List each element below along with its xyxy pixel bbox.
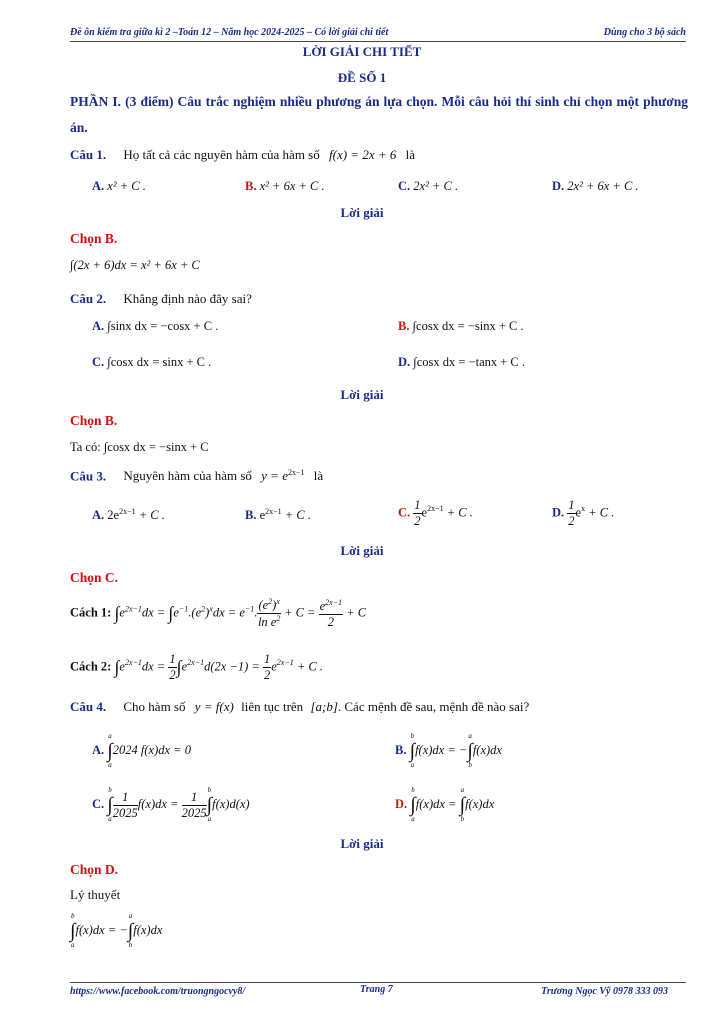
- q3-option-d[interactable]: D. $\frac{1}{2}$ $e^x + C$ .: [552, 498, 615, 528]
- q3-solution-heading: Lời giải: [340, 543, 384, 558]
- header-right: Dùng cho 3 bộ sách: [603, 27, 686, 38]
- q4-solution-heading: Lời giải: [340, 836, 384, 851]
- part-1-heading: PHẦN I. (3 điểm) Câu trắc nghiệm nhiều phương án lựa chọn. Mỗi câu hỏi thí sinh chỉ chọn một phương án.: [70, 94, 688, 135]
- question-2-text: Khẳng định nào đây sai?: [123, 291, 252, 306]
- q2-option-a[interactable]: A. ∫sinx dx = −cosx + C .: [92, 319, 219, 333]
- footer-link[interactable]: https://www.facebook.com/truongngocvy8/: [70, 986, 246, 997]
- question-4: Câu 4. Cho hàm số y = f(x) liên tục trên [a;b]. Các mệnh đề sau, mệnh đề nào sai?: [70, 699, 530, 714]
- question-3: Câu 3. Nguyên hàm của hàm số $y = e^{2x-1}$ là: [70, 468, 324, 484]
- question-1-tail: là: [405, 147, 415, 162]
- question-3-label: Câu 3.: [70, 468, 107, 484]
- question-1-text: Họ tất cả các nguyên hàm của hàm số: [123, 147, 320, 162]
- q4-option-c[interactable]: C. b ∫ a $\frac{1}{2025}$ f(x)dx = $\frac{1}{2025}$ b ∫ af(x)d(x): [92, 786, 250, 823]
- q3-method-1: Cách 1: $\int e^{2x-1}dx = \int e^{-1}.(e^2)^xdx = e^{-1}$. $\frac{(e^2)^x}{\ln e^2}$ + C = $\frac{e^{2x-1}}{2}$ + C: [70, 597, 367, 630]
- q4-option-a[interactable]: A. a ∫ a2024 f(x)dx = 0: [92, 732, 191, 769]
- q3-option-b[interactable]: B. $e^{2x-1} + C$ .: [245, 507, 311, 523]
- q1-option-a[interactable]: A. x² + C .: [92, 179, 146, 193]
- q1-solution-heading: Lời giải: [340, 205, 384, 220]
- q4-theory-label: Lý thuyết: [70, 887, 121, 902]
- q1-option-d[interactable]: D. 2x² + 6x + C .: [552, 179, 639, 193]
- q1-option-c[interactable]: C. 2x² + C .: [398, 179, 459, 193]
- question-4-label: Câu 4.: [70, 699, 107, 714]
- question-1: [70, 147, 415, 163]
- q2-solution-heading: Lời giải: [340, 387, 384, 402]
- footer-divider: [70, 982, 686, 983]
- header-left: Đề ôn kiểm tra giữa kì 2 –Toán 12 – Năm học 2024-2025 – Có lời giải chi tiết: [70, 27, 389, 38]
- question-1-label: Câu 1.: [70, 147, 107, 162]
- question-1-func: f(x) = 2x + 6: [329, 147, 397, 162]
- q3-answer: Chọn C.: [70, 570, 119, 585]
- q4-option-b[interactable]: B. b ∫ af(x)dx = −a ∫ bf(x)dx: [395, 732, 502, 769]
- q2-answer: Chọn B.: [70, 413, 118, 428]
- main-title: LỜI GIẢI CHI TIẾT: [302, 44, 422, 59]
- q4-solution: b ∫ af(x)dx = −a ∫ bf(x)dx: [70, 912, 163, 949]
- q2-option-d[interactable]: D. ∫cosx dx = −tanx + C .: [398, 355, 525, 369]
- q4-option-d[interactable]: D. b ∫ af(x)dx = a ∫ bf(x)dx: [395, 786, 495, 823]
- q1-option-b[interactable]: B. x² + 6x + C .: [245, 179, 325, 193]
- footer-author: Trương Ngọc Vỹ 0978 333 093: [541, 986, 668, 997]
- sub-title: ĐỀ SỐ 1: [337, 70, 387, 85]
- q4-answer: Chọn D.: [70, 862, 119, 877]
- question-3-func: y = e: [261, 468, 288, 484]
- header-divider: [70, 41, 686, 42]
- q1-solution: ∫(2x + 6)dx = x² + 6x + C: [70, 258, 200, 272]
- question-2-label: Câu 2.: [70, 291, 107, 306]
- page-number: Trang 7: [360, 984, 393, 995]
- q3-method-2: Cách 2: $\int e^{2x-1}dx$ = $\frac{1}{2}$ $\int e^{2x-1}d(2x -1)$ = $\frac{1}{2}$ $e^{2x-1} + C$ .: [70, 652, 324, 682]
- q3-option-a[interactable]: A. $2e^{2x-1} + C$ .: [92, 507, 165, 523]
- q2-option-c[interactable]: C. ∫cosx dx = sinx + C .: [92, 355, 212, 369]
- question-3-text: Nguyên hàm của hàm số: [123, 468, 252, 484]
- q1-answer: Chọn B.: [70, 231, 118, 246]
- q2-option-b[interactable]: B. ∫cosx dx = −sinx + C .: [398, 319, 524, 333]
- q3-option-c[interactable]: C. $\frac{1}{2}$ $e^{2x-1} + C$ .: [398, 498, 473, 528]
- question-2: [70, 291, 252, 307]
- q2-solution: Ta có: ∫cosx dx = −sinx + C: [70, 440, 209, 454]
- page-header: [70, 27, 686, 38]
